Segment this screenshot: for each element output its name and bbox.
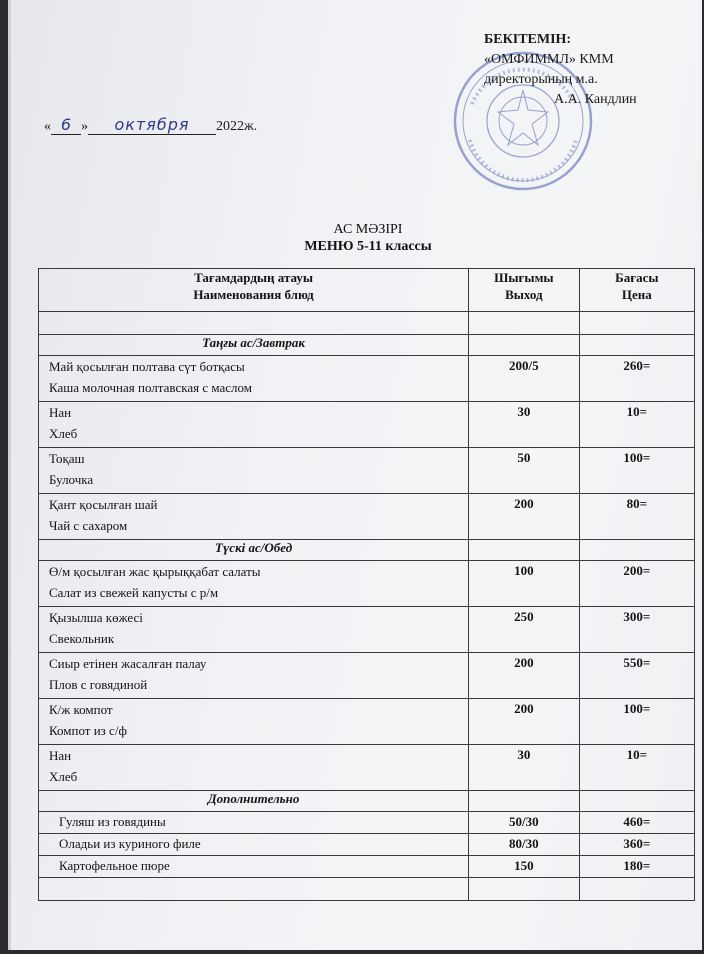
dish-name-ru: Плов с говядиной bbox=[49, 677, 148, 692]
section-row-extra bbox=[39, 791, 695, 812]
dish-name-kz: Май қосылған полтава сүт ботқасы bbox=[49, 359, 245, 374]
header-dish-name bbox=[39, 269, 469, 312]
date-open-quote: « bbox=[44, 119, 51, 134]
dish-name-ru: Хлеб bbox=[49, 426, 78, 441]
dish-output: 200 bbox=[469, 653, 580, 699]
dish-name-kz: Нан bbox=[49, 405, 72, 420]
dish-name-kz: Нан bbox=[49, 748, 72, 763]
dish-name-kz: Тоқаш bbox=[49, 451, 85, 466]
dish-name-kz: Сиыр етінен жасалған палау bbox=[49, 656, 207, 671]
dish-name bbox=[39, 653, 469, 699]
table-row bbox=[39, 856, 695, 878]
dish-price: 550= bbox=[579, 653, 694, 699]
table-row bbox=[39, 653, 695, 699]
table-row bbox=[39, 607, 695, 653]
dish-name: Гуляш из говядины bbox=[39, 812, 469, 834]
dish-name bbox=[39, 561, 469, 607]
header-price-ru: Цена bbox=[621, 287, 652, 302]
dish-price: 460= bbox=[579, 812, 694, 834]
dish-price: 260= bbox=[579, 356, 694, 402]
section-title: Дополнительно bbox=[39, 791, 469, 812]
document-page bbox=[8, 0, 702, 950]
dish-name bbox=[39, 402, 469, 448]
dish-name: Картофельное пюре bbox=[39, 856, 469, 878]
date-day: 6 bbox=[51, 115, 81, 135]
dish-price: 200= bbox=[579, 561, 694, 607]
header-dish-name-kz: Тағамдардың атауы bbox=[194, 270, 313, 285]
table-spacer-row bbox=[39, 312, 695, 335]
dish-price: 100= bbox=[579, 448, 694, 494]
date-line bbox=[44, 115, 257, 135]
approval-org: «ОМФИММЛ» КММ bbox=[484, 52, 614, 67]
table-header-row bbox=[39, 269, 695, 312]
dish-output: 80/30 bbox=[469, 834, 580, 856]
dish-output: 150 bbox=[469, 856, 580, 878]
dish-output: 30 bbox=[469, 402, 580, 448]
table-row bbox=[39, 834, 695, 856]
header-dish-name-ru: Наименования блюд bbox=[193, 287, 314, 302]
dish-output: 100 bbox=[469, 561, 580, 607]
dish-name bbox=[39, 699, 469, 745]
table-row bbox=[39, 699, 695, 745]
section-title: Таңғы ас/Завтрак bbox=[39, 335, 469, 356]
dish-price: 10= bbox=[579, 745, 694, 791]
table-row bbox=[39, 561, 695, 607]
approval-signatory: А.А. Кандлин bbox=[554, 92, 637, 107]
dish-output: 200 bbox=[469, 494, 580, 540]
approval-block bbox=[484, 30, 684, 110]
dish-name bbox=[39, 607, 469, 653]
header-output-ru: Выход bbox=[505, 287, 543, 302]
section-row-lunch bbox=[39, 540, 695, 561]
header-price-kz: Бағасы bbox=[615, 270, 659, 285]
page-fold-edge bbox=[8, 0, 11, 950]
dish-output: 200/5 bbox=[469, 356, 580, 402]
table-row bbox=[39, 448, 695, 494]
table-row bbox=[39, 745, 695, 791]
dish-price: 180= bbox=[579, 856, 694, 878]
date-close-quote: » bbox=[81, 119, 88, 134]
menu-table bbox=[38, 268, 695, 901]
dish-price: 100= bbox=[579, 699, 694, 745]
dish-price: 360= bbox=[579, 834, 694, 856]
section-row-breakfast bbox=[39, 335, 695, 356]
dish-name-ru: Салат из свежей капусты с р/м bbox=[49, 585, 219, 600]
dish-name-kz: Қант қосылған шай bbox=[49, 497, 158, 512]
table-row bbox=[39, 812, 695, 834]
dish-name: Оладьи из куриного филе bbox=[39, 834, 469, 856]
table-empty-row bbox=[39, 878, 695, 901]
date-year: 2022ж. bbox=[216, 119, 258, 134]
dish-price: 300= bbox=[579, 607, 694, 653]
dish-name bbox=[39, 356, 469, 402]
header-output-kz: Шығымы bbox=[494, 270, 554, 285]
dish-name-ru: Хлеб bbox=[49, 769, 78, 784]
dish-name-kz: Қызылша көжесі bbox=[49, 610, 143, 625]
dish-price: 10= bbox=[579, 402, 694, 448]
dish-name bbox=[39, 494, 469, 540]
dish-name bbox=[39, 448, 469, 494]
section-title: Түскі ас/Обед bbox=[39, 540, 469, 561]
table-row bbox=[39, 494, 695, 540]
dish-name-ru: Каша молочная полтавская с маслом bbox=[49, 380, 252, 395]
dish-name-kz: К/ж компот bbox=[49, 702, 113, 717]
menu-title bbox=[288, 221, 448, 255]
approval-heading: БЕКІТЕМІН: bbox=[484, 32, 572, 47]
dish-output: 50/30 bbox=[469, 812, 580, 834]
header-output bbox=[469, 269, 580, 312]
dish-output: 250 bbox=[469, 607, 580, 653]
menu-title-ru: МЕНЮ 5-11 классы bbox=[304, 239, 432, 254]
dish-name-ru: Компот из с/ф bbox=[49, 723, 127, 738]
header-price bbox=[579, 269, 694, 312]
dish-name-ru: Булочка bbox=[49, 472, 94, 487]
dish-name-ru: Свекольник bbox=[49, 631, 115, 646]
dish-price: 80= bbox=[579, 494, 694, 540]
table-row bbox=[39, 356, 695, 402]
menu-title-kz: АС МӘЗІРІ bbox=[333, 222, 403, 237]
date-month: октября bbox=[88, 115, 216, 135]
dish-name-ru: Чай с сахаром bbox=[49, 518, 128, 533]
dish-output: 30 bbox=[469, 745, 580, 791]
table-row bbox=[39, 402, 695, 448]
dish-output: 200 bbox=[469, 699, 580, 745]
approval-position: директорының м.а. bbox=[484, 72, 598, 87]
dish-name bbox=[39, 745, 469, 791]
dish-name-kz: Ө/м қосылған жас қырыққабат салаты bbox=[49, 564, 261, 579]
dish-output: 50 bbox=[469, 448, 580, 494]
